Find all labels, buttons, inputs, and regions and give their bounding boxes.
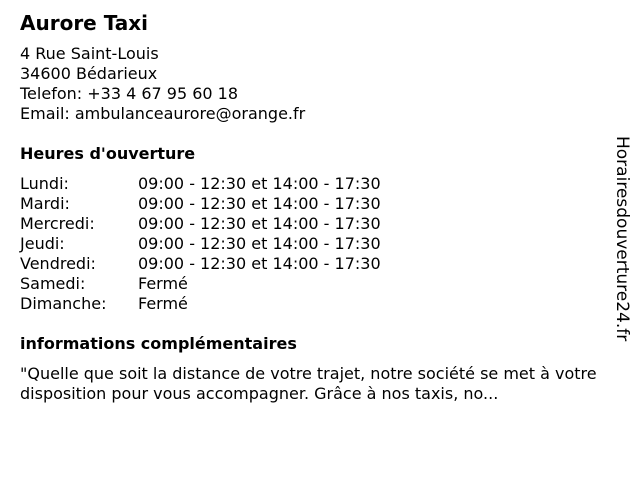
business-card <box>20 10 610 404</box>
day-label: Vendredi: <box>20 254 96 273</box>
hours-row-sunday <box>20 294 610 314</box>
day-label: Mercredi: <box>20 214 95 233</box>
opening-hours-heading: Heures d'ouverture <box>20 144 196 163</box>
hours-row-tuesday <box>20 194 610 214</box>
hours-row-monday <box>20 174 610 194</box>
day-label: Lundi: <box>20 174 69 193</box>
additional-info-heading: informations complémentaires <box>20 334 297 353</box>
hours-row-friday <box>20 254 610 274</box>
opening-hours-table <box>20 174 610 314</box>
day-hours: Fermé <box>138 274 188 293</box>
day-label: Mardi: <box>20 194 70 213</box>
day-hours: 09:00 - 12:30 et 14:00 - 17:30 <box>138 234 381 253</box>
day-hours: 09:00 - 12:30 et 14:00 - 17:30 <box>138 214 381 233</box>
day-hours: 09:00 - 12:30 et 14:00 - 17:30 <box>138 254 381 273</box>
site-watermark-text: Horairesdouverture24.fr <box>612 136 632 342</box>
hours-row-thursday <box>20 234 610 254</box>
day-label: Samedi: <box>20 274 86 293</box>
day-hours: Fermé <box>138 294 188 313</box>
site-watermark <box>610 136 634 346</box>
phone-line: Telefon: +33 4 67 95 60 18 <box>20 84 239 103</box>
address-street: 4 Rue Saint-Louis <box>20 44 159 63</box>
address-city: 34600 Bédarieux <box>20 64 158 83</box>
business-name: Aurore Taxi <box>20 11 149 35</box>
day-hours: 09:00 - 12:30 et 14:00 - 17:30 <box>138 194 381 213</box>
day-hours: 09:00 - 12:30 et 14:00 - 17:30 <box>138 174 381 193</box>
hours-row-saturday <box>20 274 610 294</box>
day-label: Dimanche: <box>20 294 107 313</box>
email-line: Email: ambulanceaurore@orange.fr <box>20 104 306 123</box>
hours-row-wednesday <box>20 214 610 234</box>
day-label: Jeudi: <box>20 234 65 253</box>
additional-info-text: "Quelle que soit la distance de votre trajet, notre société se met à votre disposition pour vous accompagner. Grâce à nos taxis, no... <box>20 364 597 403</box>
